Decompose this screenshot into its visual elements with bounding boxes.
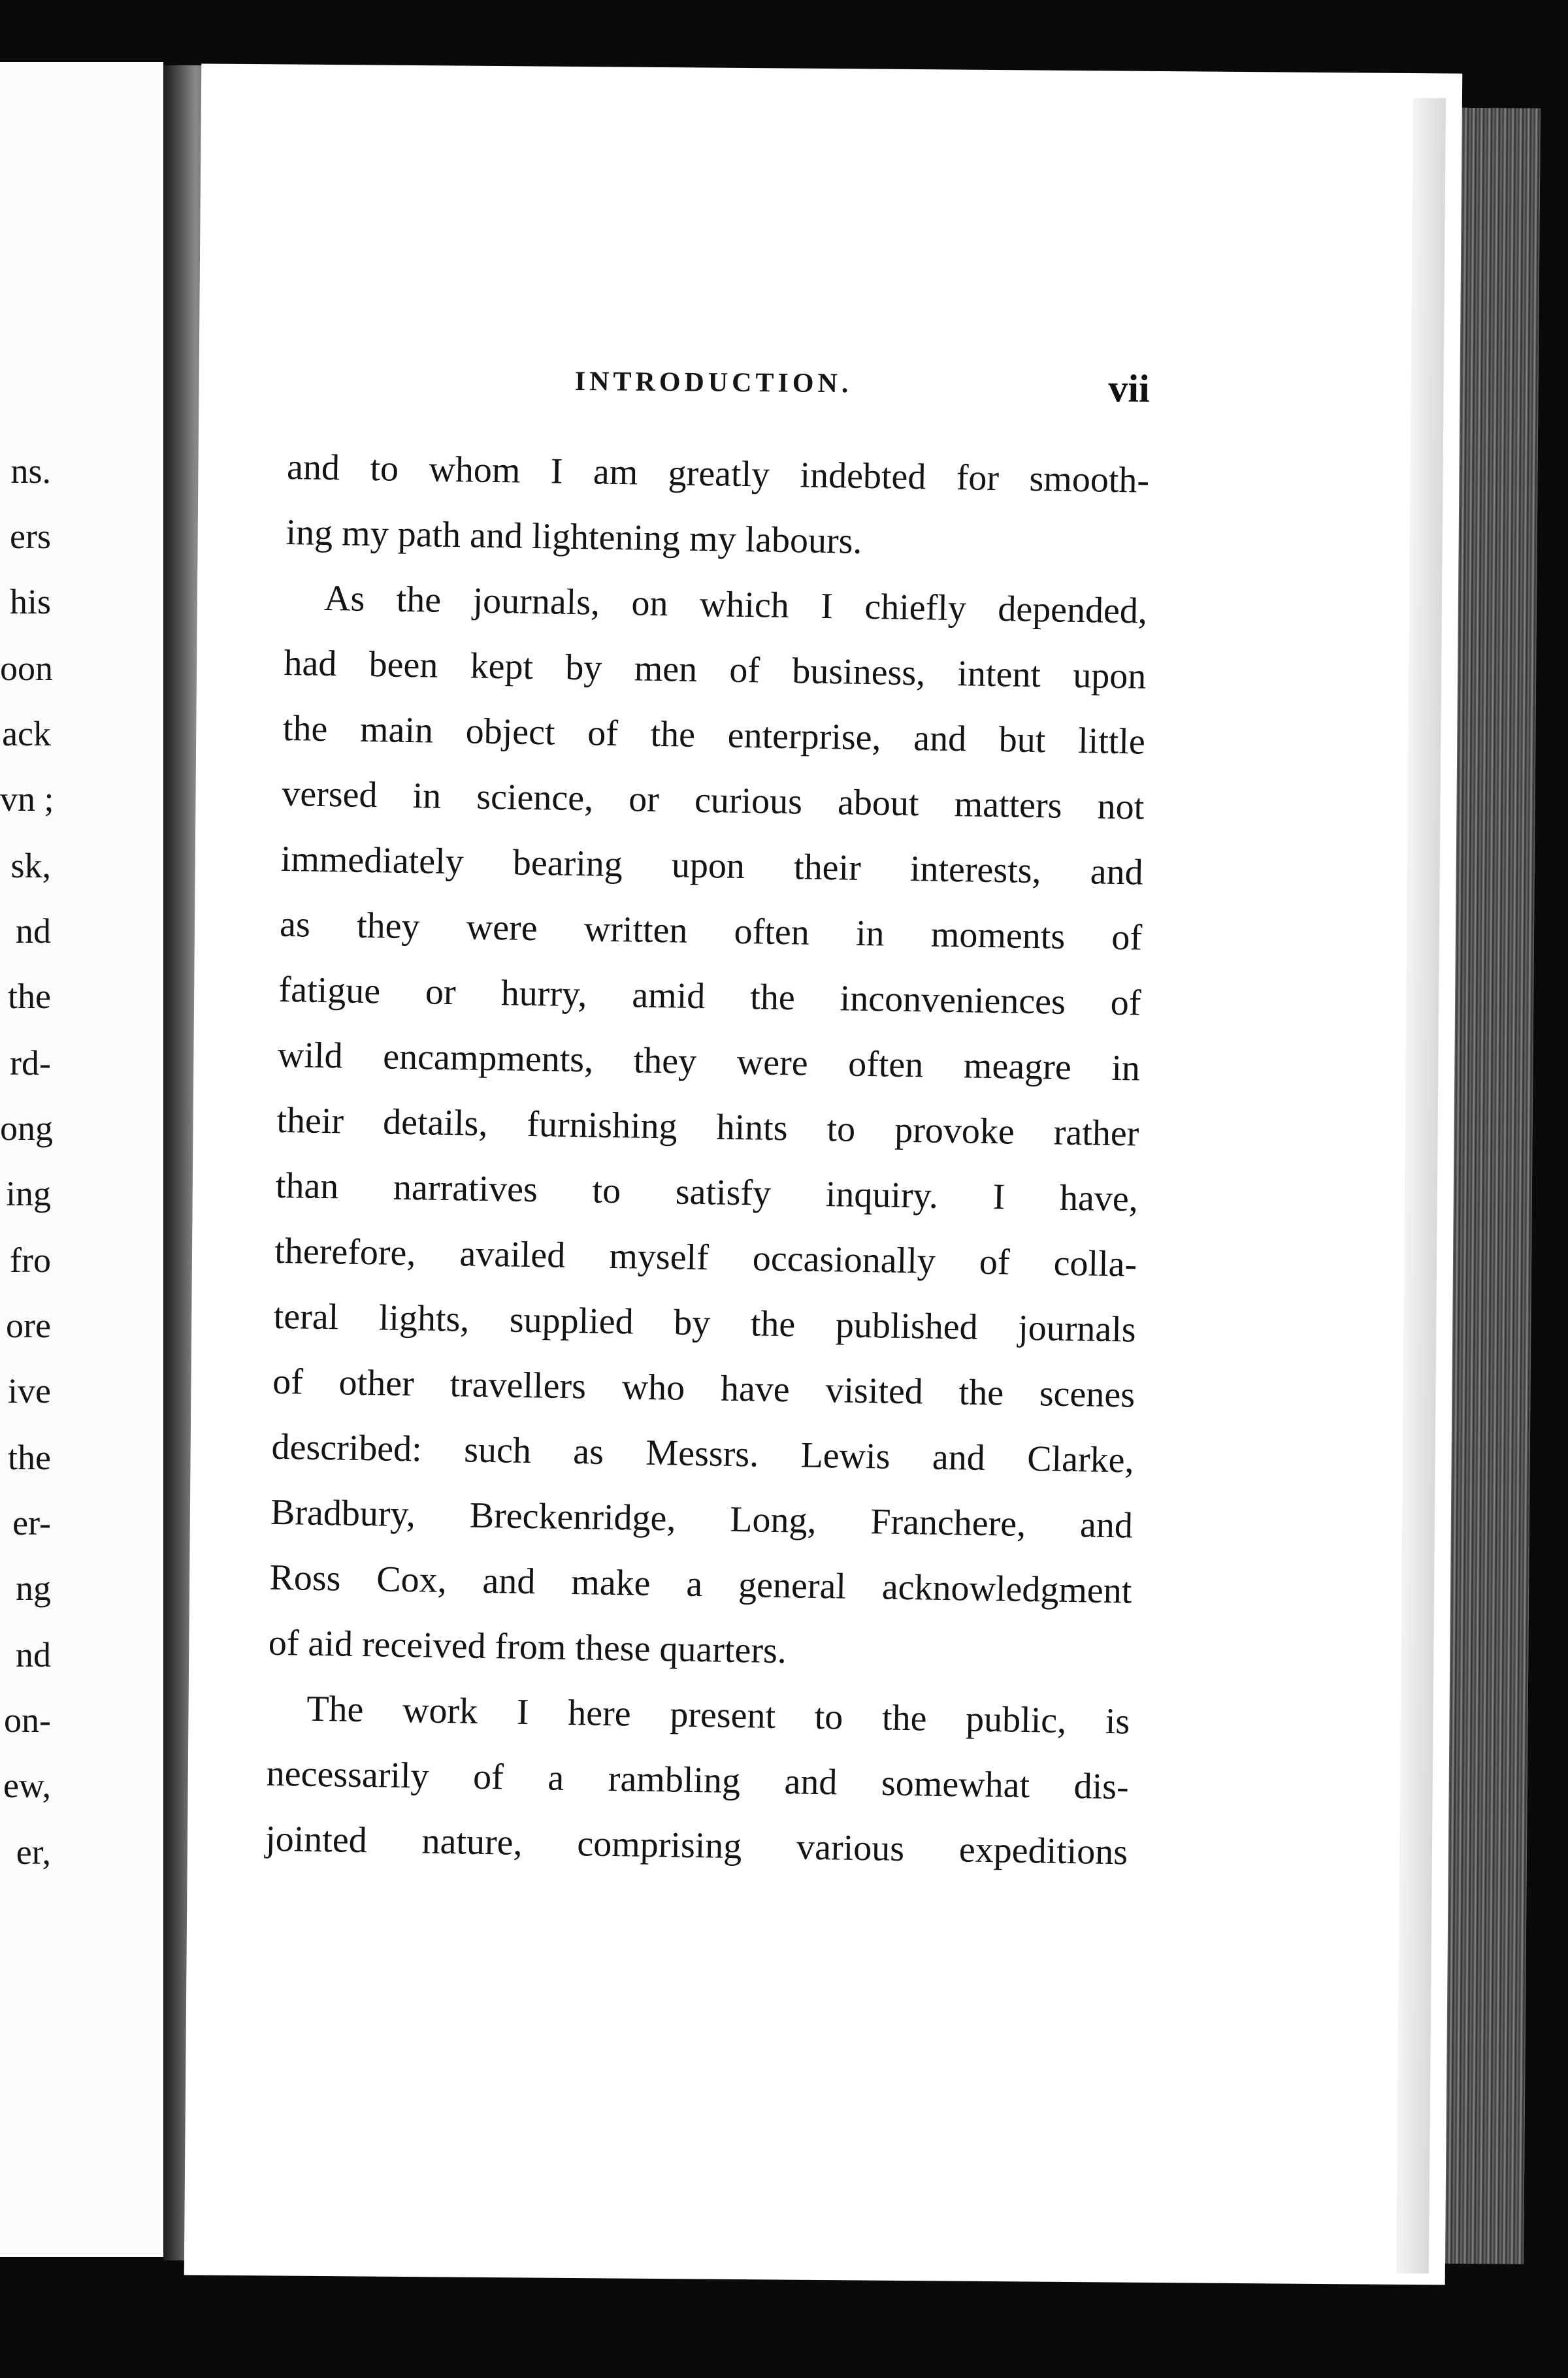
left-fragment: ack [2,714,51,753]
left-fragment: oon [0,649,53,688]
left-fragment: the [8,1438,51,1477]
text-line: necessarily of a rambling and somewhat dis- [266,1753,1130,1808]
left-fragment: ng [16,1569,51,1608]
text-line: teral lights, supplied by the published journals [273,1295,1137,1350]
left-fragment: vn ; [0,779,54,819]
left-fragment: ers [10,517,51,556]
page-number: vii [1108,366,1151,410]
text-line: than narratives to satisfy inquiry. I have, [275,1165,1139,1220]
left-fragment: er, [16,1832,51,1872]
text-line: versed in science, or curious about matters not [281,773,1145,828]
text-line: of aid received from these quarters. [268,1622,787,1672]
left-fragment: his [9,582,51,621]
text-line: jointed nature, comprising various expeditions [265,1818,1128,1873]
left-fragment: fro [10,1241,51,1280]
left-fragment: on- [4,1701,51,1740]
left-fragment: ing [5,1174,51,1213]
text-line: Ross Cox, and make a general acknowledgment [269,1557,1132,1612]
text-line: and to whom I am greatly indebted for smooth- [286,446,1150,501]
left-fragment: nd [16,911,51,951]
left-fragment: ong [0,1109,53,1148]
page-header [574,366,1150,423]
text-line: therefore, availed myself occasionally of colla- [274,1230,1137,1285]
left-fragment: sk, [10,846,51,885]
text-line: as they were written often in moments of [279,904,1143,958]
left-fragment: ore [6,1306,51,1345]
left-fragment: the [8,977,51,1016]
left-fragment: rd- [10,1043,51,1083]
text-line: wild encampments, they were often meagre in [277,1034,1141,1089]
text-line: of other travellers who have visited the scenes [272,1361,1135,1416]
left-fragment: nd [16,1635,51,1674]
text-line: As the journals, on which I chiefly depended, [323,578,1148,632]
text-line: The work I here present to the public, is [306,1688,1130,1742]
text-line: described: such as Messrs. Lewis and Clarke, [271,1426,1134,1481]
text-line: fatigue or hurry, amid the inconveniences of [278,969,1141,1024]
left-fragment: er- [12,1503,51,1542]
text-line: Bradbury, Breckenridge, Long, Franchere, and [270,1491,1134,1546]
running-head: INTRODUCTION. [574,366,853,399]
left-fragment: ive [8,1371,51,1410]
text-line: had been kept by men of business, intent upon [284,642,1147,697]
text-line: immediately bearing upon their interests, and [280,838,1144,893]
text-line: ing my path and lightening my labours. [286,512,862,562]
text-line: the main object of the enterprise, and but little [282,708,1146,762]
previous-page [0,62,163,2257]
left-fragment: ew, [3,1766,51,1805]
text-line: their details, furnishing hints to provoke rather [276,1099,1139,1154]
left-fragment: ns. [10,451,51,491]
